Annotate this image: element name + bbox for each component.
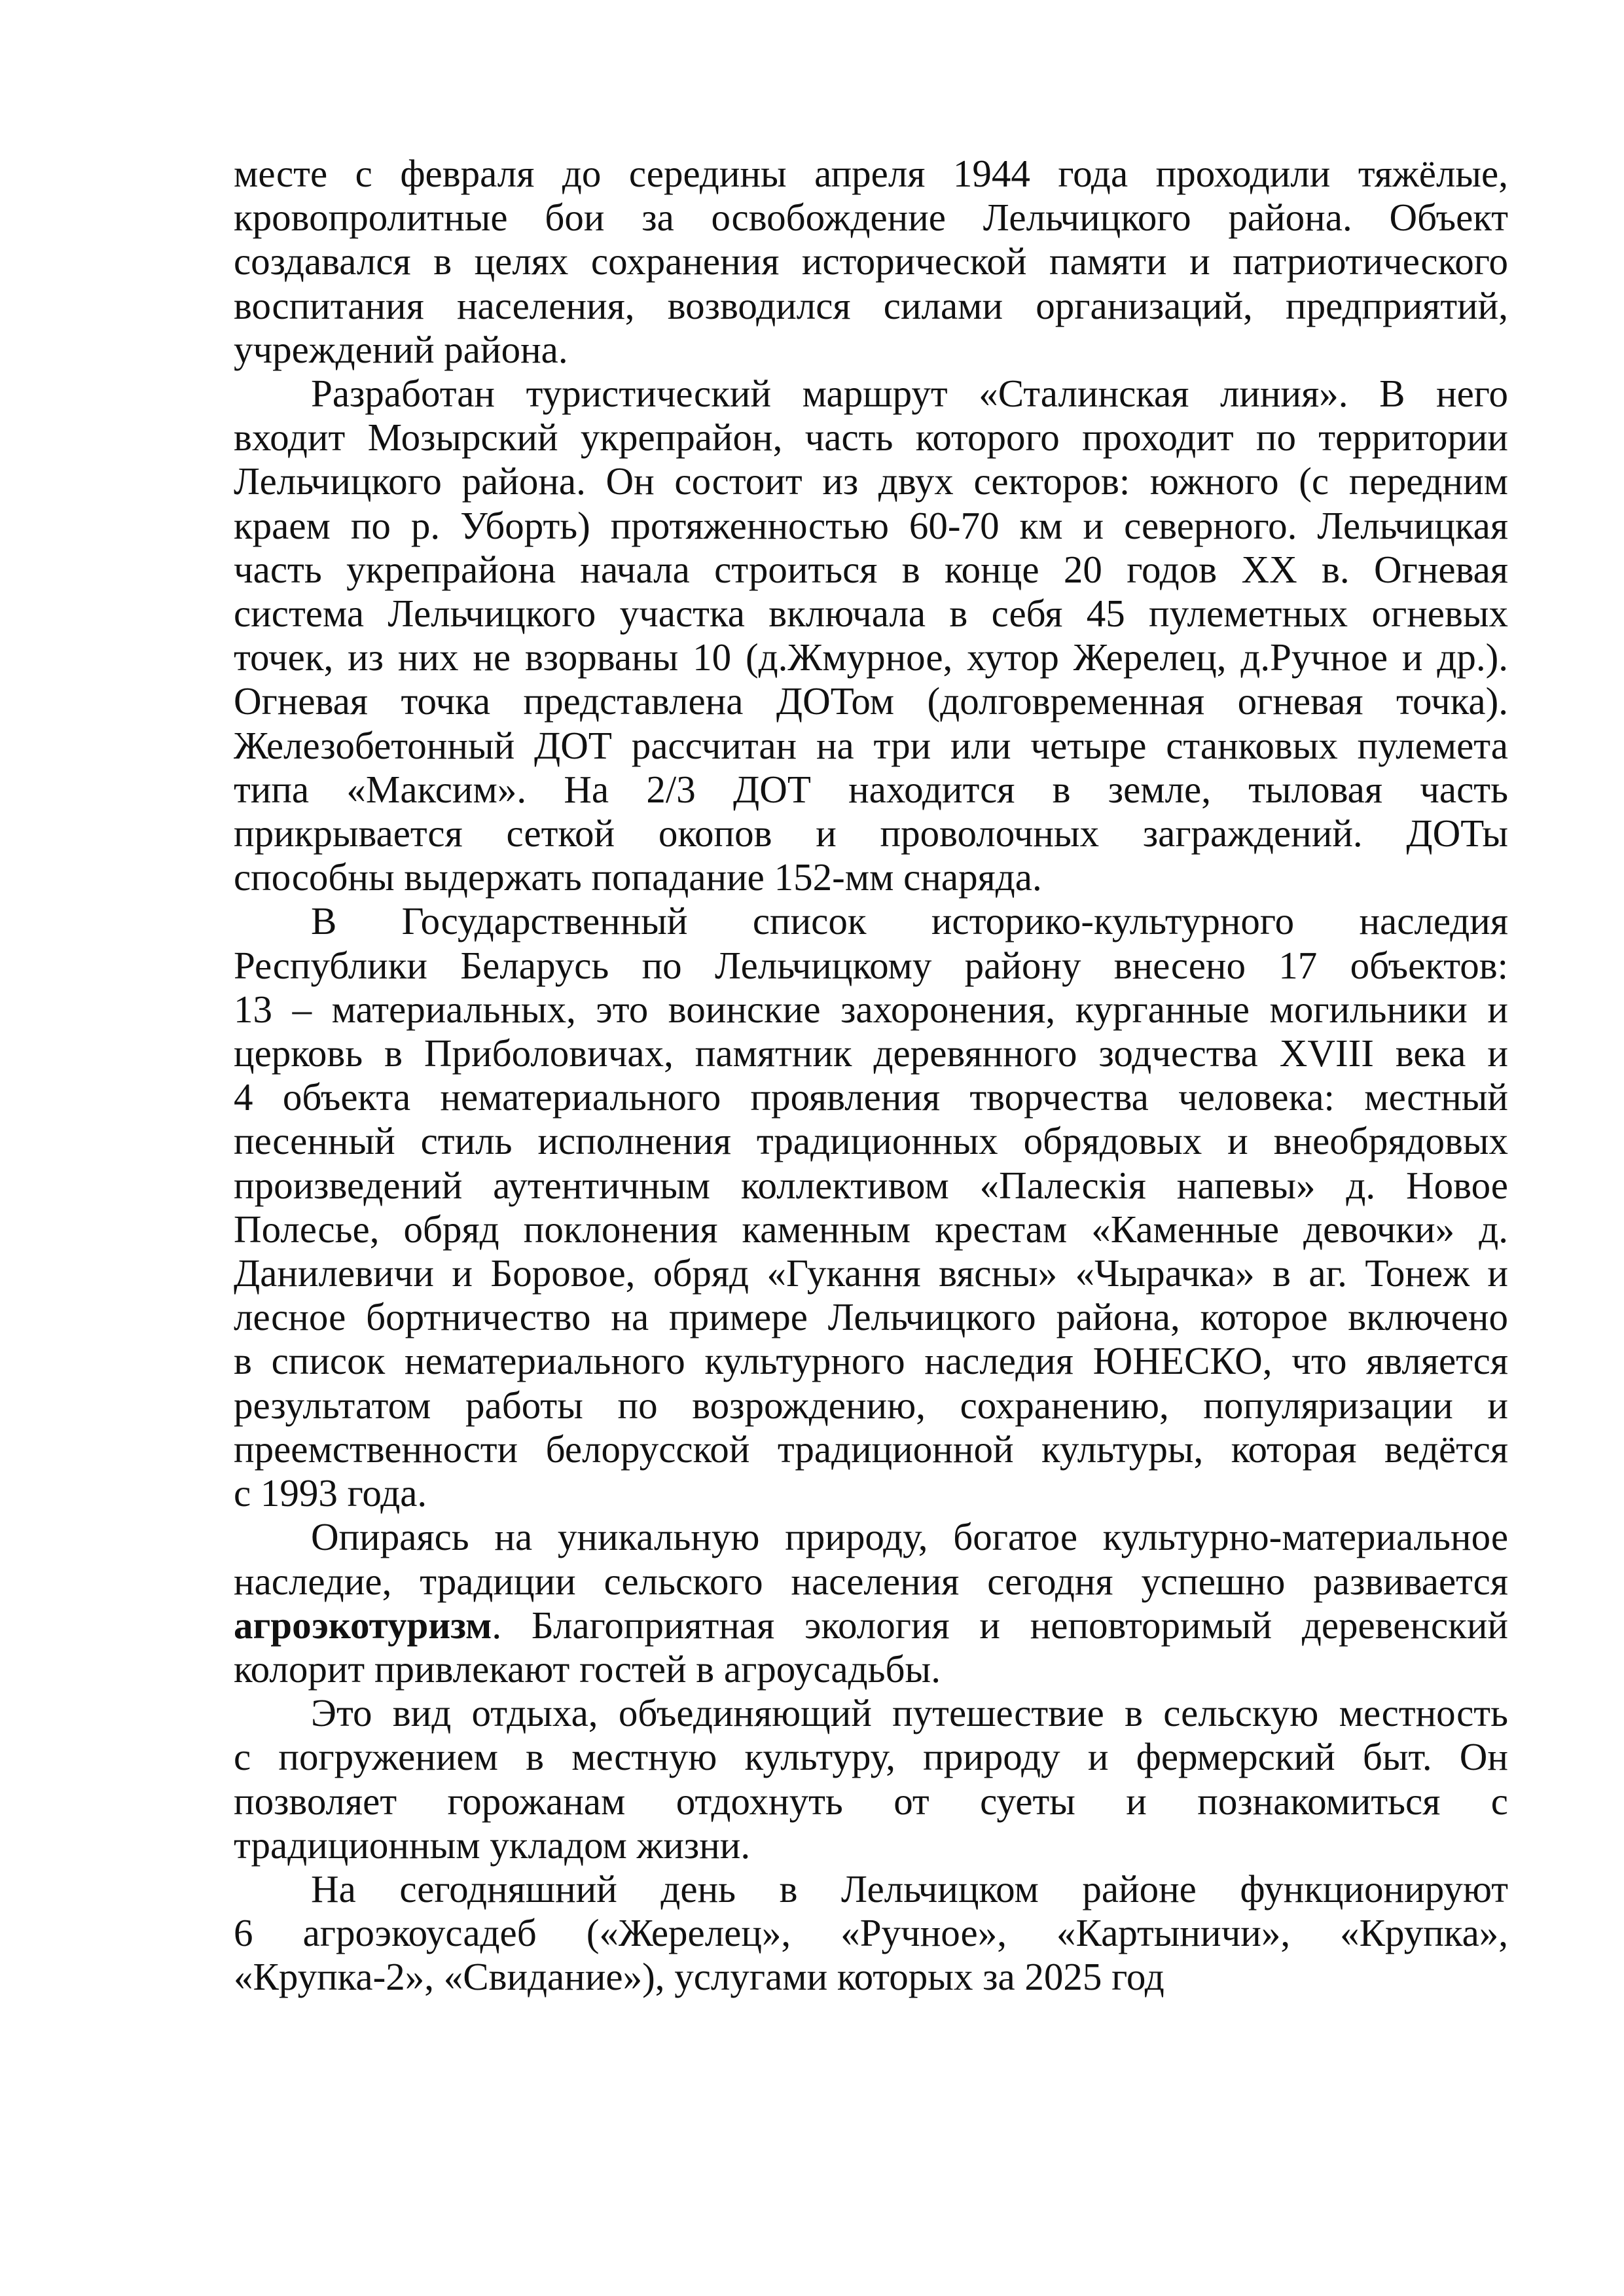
text-line: 4 объекта нематериального проявления творчества человека: местный: [234, 1075, 1508, 1119]
text-line: песенный стиль исполнения традиционных обрядовых и внеобрядовых: [234, 1119, 1508, 1163]
text-line: Железобетонный ДОТ рассчитан на три или четыре станковых пулемета: [234, 723, 1508, 767]
text-line: колорит привлекают гостей в агроусадьбы.: [234, 1647, 941, 1691]
text-line: традиционным укладом жизни.: [234, 1823, 751, 1867]
text-line: Это вид отдыха, объединяющий путешествие в сельскую местность: [311, 1691, 1508, 1735]
text-line: система Лельчицкого участка включала в себя 45 пулеметных огневых: [234, 592, 1508, 636]
text-line: Республики Беларусь по Лельчицкому району внесено 17 объектов:: [234, 943, 1508, 987]
text-line: учреждений района.: [234, 327, 568, 371]
text-line: входит Мозырский укрепрайон, часть которого проходит по территории: [234, 416, 1508, 459]
text-line: позволяет горожанам отдохнуть от суеты и познакомиться с: [234, 1779, 1508, 1823]
text-line: результатом работы по возрождению, сохранению, популяризации и: [234, 1383, 1508, 1427]
paragraph-p3: [234, 899, 1508, 1515]
text-line: Разработан туристический маршрут «Сталинская линия». В него: [311, 372, 1508, 416]
bold-term: агроэкотуризм: [234, 1603, 492, 1647]
paragraph-p6: [234, 1867, 1508, 2000]
text-line: типа «Максим». На 2/3 ДОТ находится в земле, тыловая часть: [234, 767, 1508, 811]
text-line: месте с февраля до середины апреля 1944 года проходили тяжёлые,: [234, 152, 1508, 195]
text-line: лесное бортничество на примере Лельчицкого района, которое включено: [234, 1295, 1508, 1339]
paragraph-p2: [234, 372, 1508, 899]
text-line: воспитания населения, возводился силами организаций, предприятий,: [234, 283, 1508, 327]
text-line: Огневая точка представлена ДОТом (долговременная огневая точка).: [234, 679, 1508, 723]
text-line: наследие, традиции сельского населения сегодня успешно развивается: [234, 1559, 1508, 1603]
document-page: [234, 152, 1508, 2000]
text-line: часть укрепрайона начала строиться в конце 20 годов XX в. Огневая: [234, 547, 1508, 591]
text-line: 13 – материальных, это воинские захоронения, курганные могильники и: [234, 987, 1508, 1031]
text-line: с 1993 года.: [234, 1471, 427, 1515]
text-line: Опираясь на уникальную природу, богатое культурно-материальное: [311, 1515, 1508, 1559]
paragraph-p1: [234, 152, 1508, 372]
text-line: создавался в целях сохранения исторической памяти и патриотического: [234, 240, 1508, 283]
text-line: [234, 1604, 1508, 1647]
text-line: преемственности белорусской традиционной культуры, которая ведётся: [234, 1427, 1508, 1471]
text-line: кровопролитные бои за освобождение Лельчицкого района. Объект: [234, 196, 1508, 240]
text-line: краем по р. Уборть) протяженностью 60-70 км и северного. Лельчицкая: [234, 503, 1508, 547]
text-line: способны выдержать попадание 152-мм снаряда.: [234, 855, 1042, 899]
text-line: Лельчицкого района. Он состоит из двух секторов: южного (с передним: [234, 459, 1508, 503]
text-line: прикрывается сеткой окопов и проволочных заграждений. ДОТы: [234, 812, 1508, 855]
text-line: 6 агроэкоусадеб («Жерелец», «Ручное», «Картыничи», «Крупка»,: [234, 1911, 1508, 1955]
paragraph-p4: [234, 1515, 1508, 1691]
paragraph-p5: [234, 1691, 1508, 1867]
text-line: в список нематериального культурного наследия ЮНЕСКО, что является: [234, 1339, 1508, 1383]
text-fragment: . Благоприятная экология и неповторимый деревенский: [492, 1603, 1508, 1647]
text-line: На сегодняшний день в Лельчицком районе функционируют: [311, 1867, 1508, 1910]
text-line: Данилевичи и Боровое, обряд «Гукання вясны» «Чырачка» в аг. Тонеж и: [234, 1251, 1508, 1295]
text-line: с погружением в местную культуру, природу и фермерский быт. Он: [234, 1735, 1508, 1779]
text-line: «Крупка-2», «Свидание»), услугами которых за 2025 год: [234, 1955, 1164, 1999]
text-line: произведений аутентичным коллективом «Палескія напевы» д. Новое: [234, 1163, 1508, 1207]
text-line: Полесье, обряд поклонения каменным крестам «Каменные девочки» д.: [234, 1207, 1508, 1251]
text-line: В Государственный список историко-культурного наследия: [311, 899, 1508, 943]
text-line: церковь в Приболовичах, памятник деревянного зодчества XVIII века и: [234, 1031, 1508, 1075]
text-line: точек, из них не взорваны 10 (д.Жмурное, хутор Жерелец, д.Ручное и др.).: [234, 636, 1508, 679]
